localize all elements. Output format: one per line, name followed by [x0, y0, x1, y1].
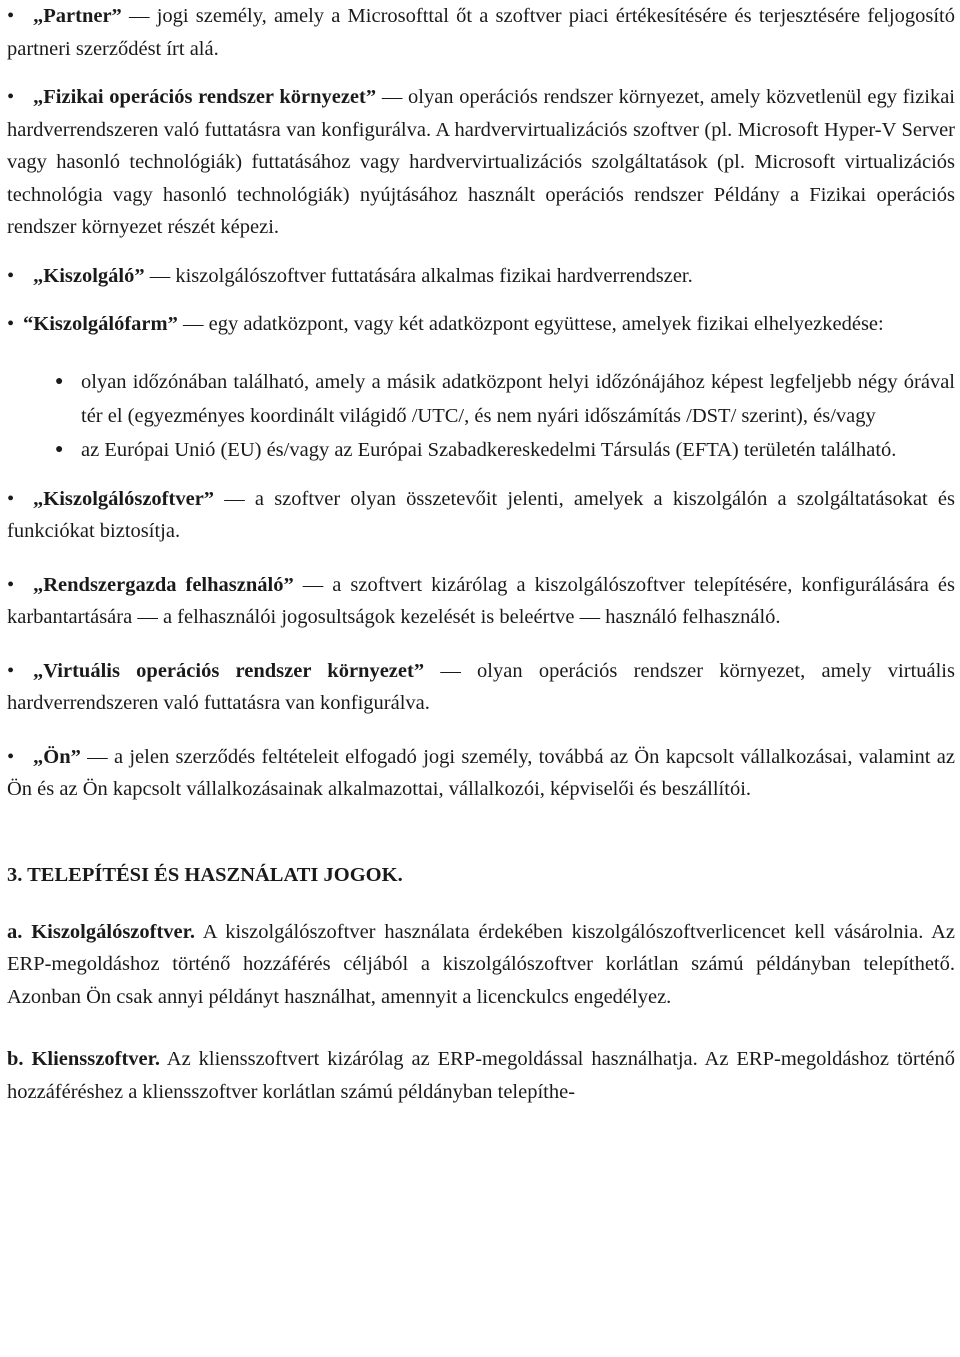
definition-on: [7, 741, 955, 806]
list-item: [7, 365, 955, 433]
definition-text: — jogi személy, amely a Microsofttal őt a szoftver piaci értékesítésére és terjesztésére feljogosító partneri szerződést írt alá.: [7, 5, 955, 60]
definition-partner: [7, 0, 955, 65]
definition-fizikai-ore: [7, 81, 955, 244]
term-rendszergazda: „Rendszergazda felhasználó”: [33, 573, 294, 596]
definition-text: — egy adatközpont, vagy két adatközpont együttese, amelyek fizikai elhelyezkedése:: [177, 313, 884, 335]
definition-text: — olyan operációs rendszer környezet, amely virtuális hardverrendszeren való futtatásra van konfigurálva.: [7, 659, 955, 714]
bullet-icon: •: [7, 313, 15, 335]
section-b-label: b. Kliensszoftver.: [7, 1048, 160, 1070]
definition-text: — a szoftvert kizárólag a kiszolgálószoftver telepítésére, konfigurálására és karbantartására — a felhasználói jogosultságok kezelését is beleértve — használó felhasználó.: [7, 573, 955, 628]
definition-text: — a jelen szerződés feltételeit elfogadó jogi személy, továbbá az Ön kapcsolt vállalkozásai, valamint az Ön és az Ön kapcsolt vállalkozásainak alkalmazottai, vállalkozói, képviselői és beszállítói.: [7, 745, 955, 800]
bullet-dot-icon: ●: [55, 373, 64, 389]
term-partner: „Partner”: [33, 5, 122, 27]
definition-text: — kiszolgálószoftver futtatására alkalmas fizikai hardverrendszer.: [144, 264, 693, 287]
section-a-paragraph: [7, 916, 955, 1014]
list-item-text: az Európai Unió (EU) és/vagy az Európai Szabadkereskedelmi Társulás (EFTA) területén található.: [81, 438, 897, 461]
definition-kiszolgalo: [7, 260, 955, 293]
term-kiszolgalofarm: “Kiszolgálófarm”: [23, 313, 178, 335]
definition-text: — olyan operációs rendszer környezet, amely közvetlenül egy fizikai hardverrendszeren való futtatásra van konfigurálva. A hardvervirtualizációs szoftver (pl. Microsoft Hyper-V Server vagy hasonló technológiák) futtatásához vagy hardvervirtualizációs szolgáltatások (pl. Microsoft virtualizációs technológia vagy hasonló technológiák) nyújtásához használt operációs rendszer Példány a Fizikai operációs rendszer környezet részét képezi.: [7, 86, 955, 238]
section-heading: 3. TELEPÍTÉSI ÉS HASZNÁLATI JOGOK.: [7, 863, 403, 886]
definition-kiszolgaloszoftver: [7, 483, 955, 548]
definition-virtualis-ore: [7, 655, 955, 720]
term-kiszolgalo: „Kiszolgáló”: [33, 264, 145, 287]
document-page: [7, 0, 955, 1108]
term-kiszolgaloszoftver: „Kiszolgálószoftver”: [33, 487, 215, 510]
definition-kiszolgalofarm: [7, 308, 955, 341]
section-a-label: a. Kiszolgálószoftver.: [7, 920, 195, 943]
section-a-text: A kiszolgálószoftver használata érdekében kiszolgálószoftverlicencet kell vásárolnia. Az ERP-megoldáshoz történő hozzáférés céljából a kiszolgálószoftver korlátlan számú példányban telepíthető. Azonban Ön csak annyi példányt használhat, amennyit a licenckulcs engedélyez.: [7, 920, 956, 1008]
term-on: „Ön”: [33, 745, 81, 768]
bullet-dot-icon: ●: [55, 441, 64, 457]
term-virtualis-ore: „Virtuális operációs rendszer környezet”: [33, 659, 425, 682]
definition-text: — a szoftver olyan összetevőit jelenti, amelyek a kiszolgálón a szolgáltatásokat és funkciókat biztosítja.: [7, 487, 955, 542]
list-item-text: olyan időzónában található, amely a másik adatközpont helyi időzónájához képest legfeljebb négy órával tér el (egyezményes koordinált világidő /UTC/, és nem nyári időszámítás /DST/ szerint), és/vagy: [81, 370, 955, 427]
section-b-paragraph: [7, 1043, 955, 1108]
bullet-icon: •: [7, 745, 15, 768]
bullet-icon: •: [7, 659, 15, 682]
section-b-text: Az kliensszoftvert kizárólag az ERP-megoldással használhatja. Az ERP-megoldáshoz történő hozzáféréshez a kliensszoftver korlátlan számú példányban telepíthe-: [7, 1048, 956, 1103]
bullet-icon: •: [7, 264, 15, 287]
list-item: [7, 433, 955, 467]
definition-rendszergazda: [7, 569, 955, 634]
bullet-icon: •: [7, 5, 15, 27]
bullet-icon: •: [7, 487, 15, 510]
term-fizikai-ore: „Fizikai operációs rendszer környezet”: [33, 86, 377, 108]
bullet-icon: •: [7, 86, 15, 108]
bullet-icon: •: [7, 573, 15, 596]
